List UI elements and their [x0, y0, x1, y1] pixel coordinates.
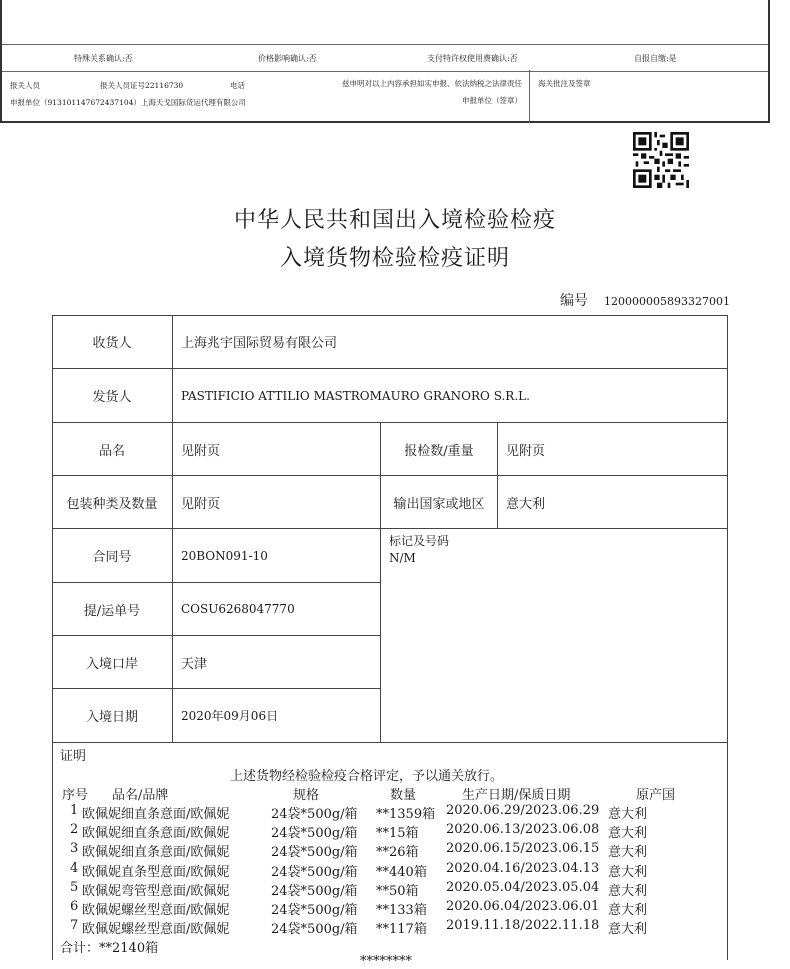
origin-country-label: 输出国家或地区 [381, 476, 498, 529]
item-no: 7 [70, 918, 79, 934]
item-dates: 2020.06.13/2023.06.08 [446, 822, 600, 838]
item-qty: **440箱 [376, 864, 427, 880]
customs-note: 海关批注及签章 [538, 79, 591, 88]
certificate-number [560, 290, 730, 310]
contract-value: 20BON091-10 [173, 529, 381, 583]
item-origin: 意大利 [608, 864, 648, 880]
item-name: 欧佩妮弯管型意面/欧佩妮 [82, 883, 230, 899]
declaration-statement: 兹申明对以上内容承担如实申报、依法纳税之法律责任 [342, 79, 522, 88]
item-dates: 2020.06.29/2023.06.29 [446, 803, 600, 818]
item-dates: 2020.06.04/2023.06.01 [446, 899, 600, 914]
entry-port-value: 天津 [173, 636, 381, 689]
declaring-unit-seal: 申报单位（签章） [462, 96, 522, 105]
entry-port-label: 入境口岸 [52, 636, 173, 689]
royalty-confirm: 支付特许权使用费确认:否 [427, 54, 518, 63]
col-origin: 原产国 [636, 788, 676, 803]
goods-row [60, 899, 730, 919]
item-spec: 24袋*500g/箱 [271, 922, 358, 938]
item-origin: 意大利 [608, 883, 648, 899]
document-title: 中华人民共和国出入境检验检疫 [233, 208, 556, 233]
confirmation-row [2, 44, 768, 72]
item-name: 欧佩妮直条型意面/欧佩妮 [82, 864, 230, 880]
origin-country-value: 意大利 [498, 476, 728, 529]
col-spec: 规格 [293, 788, 320, 803]
marks-box [381, 529, 728, 743]
quantity-value: 见附页 [498, 423, 728, 476]
item-dates: 2020.04.16/2023.04.13 [446, 860, 600, 876]
product-label: 品名 [52, 423, 173, 476]
declaration-header [0, 0, 770, 123]
self-report-confirm: 自报自缴:是 [634, 54, 677, 63]
item-no: 6 [70, 899, 79, 914]
goods-total: 合计：**2140箱 [60, 941, 159, 956]
phone-label: 电话 [230, 81, 245, 90]
quantity-label: 报检数/重量 [381, 423, 498, 476]
packing-label: 包装种类及数量 [52, 476, 173, 529]
document-subtitle: 入境货物检验检疫证明 [279, 246, 510, 271]
item-qty: **26箱 [376, 845, 419, 861]
item-qty: **117箱 [376, 922, 427, 938]
item-dates: 2019.11.18/2022.11.18 [446, 918, 600, 934]
declarant-cert: 报关人员证号22116730 [100, 81, 184, 90]
item-spec: 24袋*500g/箱 [271, 864, 358, 880]
item-dates: 2020.06.15/2023.06.15 [446, 841, 600, 857]
col-qty: 数量 [390, 788, 417, 803]
item-name: 欧佩妮细直条意面/欧佩妮 [82, 845, 230, 861]
item-spec: 24袋*500g/箱 [271, 826, 358, 842]
goods-table-header [60, 784, 730, 804]
contract-label: 合同号 [52, 529, 173, 583]
col-no: 序号 [62, 788, 89, 803]
item-qty: **1359箱 [376, 807, 436, 822]
goods-row [60, 841, 730, 861]
item-spec: 24袋*500g/箱 [271, 883, 358, 899]
header-divider [529, 70, 530, 123]
cert-number-label: 编号 [560, 293, 588, 309]
price-impact-confirm: 价格影响确认:否 [258, 54, 317, 63]
consignee-value: 上海兆宇国际贸易有限公司 [173, 315, 728, 369]
item-name: 欧佩妮螺丝型意面/欧佩妮 [82, 903, 230, 918]
item-no: 4 [70, 860, 79, 876]
end-mark: ******** [360, 954, 412, 969]
product-value: 见附页 [173, 423, 381, 476]
proof-label: 证明 [60, 749, 87, 764]
marks-value: N/M [389, 551, 416, 565]
item-dates: 2020.05.04/2023.05.04 [446, 879, 600, 895]
marks-label: 标记及号码 [389, 534, 450, 548]
consignor-label: 发货人 [52, 369, 173, 423]
consignor-value: PASTIFICIO ATTILIO MASTROMAURO GRANORO S.R.L. [173, 369, 728, 423]
item-origin: 意大利 [608, 807, 648, 822]
goods-row [60, 918, 730, 938]
goods-row [60, 880, 730, 900]
col-dates: 生产日期/保质日期 [462, 788, 571, 803]
item-origin: 意大利 [608, 903, 648, 918]
item-qty: **50箱 [376, 883, 419, 899]
entry-date-value: 2020年09月06日 [173, 689, 381, 743]
declarant-label: 报关人员 [10, 81, 40, 90]
item-origin: 意大利 [608, 922, 648, 938]
item-no: 5 [70, 879, 79, 895]
item-origin: 意大利 [608, 826, 648, 842]
special-relation-confirm: 特殊关系确认:否 [74, 54, 133, 63]
col-name: 品名/品牌 [112, 788, 169, 803]
item-spec: 24袋*500g/箱 [271, 845, 358, 861]
item-origin: 意大利 [608, 845, 648, 861]
item-name: 欧佩妮螺丝型意面/欧佩妮 [82, 922, 230, 938]
item-qty: **133箱 [376, 903, 427, 918]
cert-number-value: 120000005893327001 [604, 295, 730, 308]
goods-row [60, 861, 730, 881]
item-no: 2 [70, 822, 79, 838]
proof-statement: 上述货物经检验检疫合格评定，予以通关放行。 [230, 769, 504, 784]
packing-value: 见附页 [173, 476, 381, 529]
entry-date-label: 入境日期 [52, 689, 173, 743]
item-name: 欧佩妮细直条意面/欧佩妮 [82, 807, 230, 822]
declaring-unit: 申报单位（913101147672437104）上海天戈国际货运代理有限公司 [10, 98, 246, 107]
item-no: 3 [70, 841, 79, 857]
item-spec: 24袋*500g/箱 [271, 807, 358, 822]
goods-row [60, 822, 730, 842]
item-name: 欧佩妮细直条意面/欧佩妮 [82, 826, 230, 842]
item-qty: **15箱 [376, 826, 419, 842]
goods-row [60, 803, 730, 823]
consignee-label: 收货人 [52, 315, 173, 369]
bill-of-lading-label: 提/运单号 [52, 583, 173, 636]
item-spec: 24袋*500g/箱 [271, 903, 358, 918]
bill-of-lading-value: COSU6268047770 [173, 583, 381, 636]
qr-code-icon [633, 132, 689, 188]
item-no: 1 [70, 803, 79, 818]
